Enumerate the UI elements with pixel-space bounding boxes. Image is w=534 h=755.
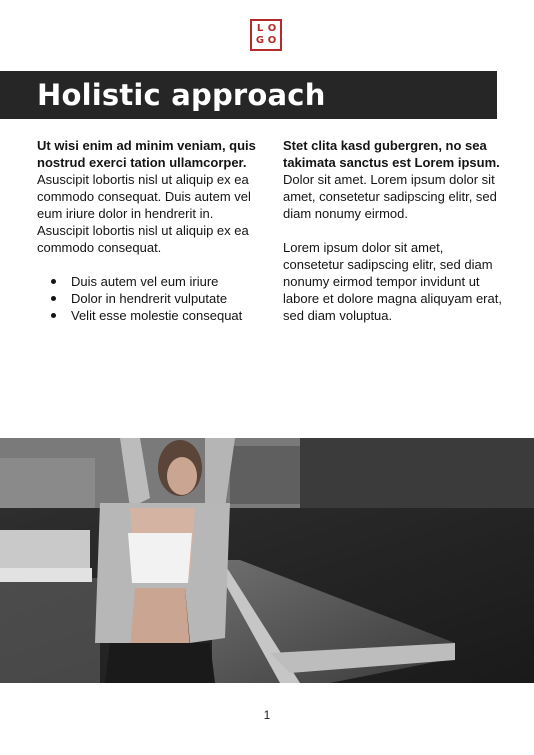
list-item: Dolor in hendrerit vulputate	[71, 290, 259, 307]
photo-image	[0, 438, 534, 683]
logo-letter: O	[267, 23, 277, 34]
logo-letter: G	[255, 35, 265, 46]
left-body-text: Asuscipit lobortis nisl ut aliquip ex ea commodo consequat. Duis autem vel eum iriure dolor in hendrerit in. Asuscipit lobortis nisl ut aliquip ex ea commodo consequat.	[37, 172, 251, 255]
left-lead-text: Ut wisi enim ad minim veniam, quis nostrud exerci tation ullamcorper.	[37, 138, 256, 170]
logo-icon	[250, 19, 282, 51]
title-banner	[0, 71, 497, 119]
right-column	[283, 137, 503, 324]
left-column	[37, 137, 259, 324]
list-item: Velit esse molestie consequat	[71, 307, 259, 324]
page-number: 1	[263, 708, 271, 722]
list-item: Duis autem vel eum iriure	[71, 273, 259, 290]
left-column-text	[37, 137, 259, 256]
page-title: Holistic approach	[37, 78, 326, 112]
right-lead-text: Stet clita kasd gubergren, no sea takimata sanctus est Lorem ipsum.	[283, 138, 500, 170]
logo-letter: O	[267, 35, 277, 46]
right-body-text-2: Lorem ipsum dolor sit amet, consetetur sadipscing elitr, sed diam nonumy eirmod tempor invidunt ut labore et dolore magna aliquyam erat, sed diam voluptua.	[283, 240, 502, 323]
right-body-text: Dolor sit amet. Lorem ipsum dolor sit amet, consetetur sadipscing elitr, sed diam nonumy eirmod.	[283, 172, 497, 221]
logo-letter: L	[256, 23, 264, 34]
right-column-text	[283, 137, 503, 222]
bullet-list	[37, 273, 259, 324]
